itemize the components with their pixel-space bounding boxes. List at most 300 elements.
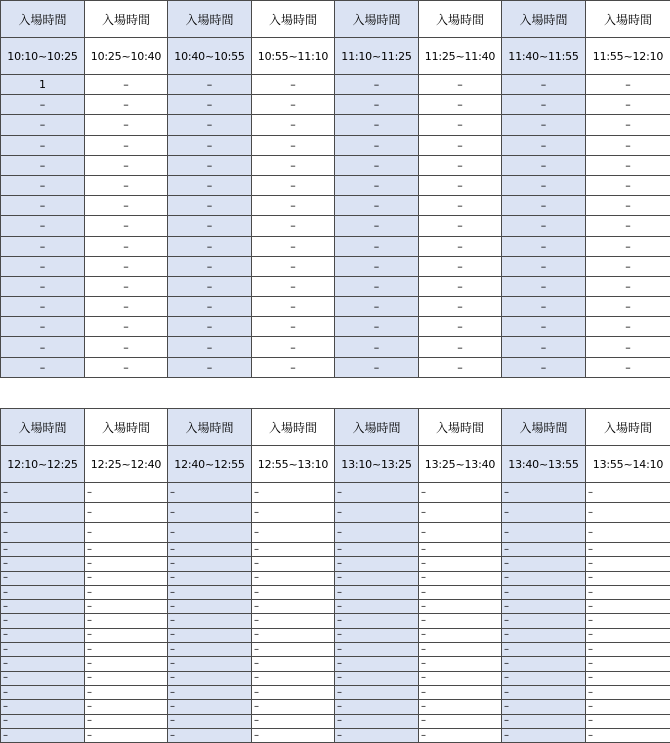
- table-cell: –: [335, 557, 419, 571]
- table-cell: –: [1, 728, 85, 742]
- table-cell: –: [419, 175, 502, 195]
- table-cell: –: [168, 543, 252, 557]
- table-cell: –: [85, 297, 168, 317]
- table-cell: –: [335, 571, 419, 585]
- table-cell: –: [419, 585, 502, 599]
- table-cell: –: [1, 523, 85, 543]
- table-row: [1, 155, 670, 175]
- table-cell: –: [1, 585, 85, 599]
- table-cell: –: [85, 95, 168, 115]
- table-cell: –: [586, 175, 670, 195]
- time-slot-cell: 13:55~14:10: [586, 446, 670, 483]
- table-cell: –: [586, 155, 670, 175]
- table-row: [1, 175, 670, 195]
- table-cell: –: [1, 155, 85, 175]
- table-cell: –: [586, 196, 670, 216]
- table-cell: –: [335, 236, 419, 256]
- table-cell: –: [252, 643, 335, 657]
- table-cell: –: [502, 700, 586, 714]
- table-cell: –: [335, 523, 419, 543]
- table-cell: –: [335, 175, 419, 195]
- table-cell: –: [85, 585, 168, 599]
- table-cell: –: [252, 95, 335, 115]
- table-cell: –: [168, 628, 252, 642]
- table-cell: –: [502, 483, 586, 503]
- table-cell: –: [419, 543, 502, 557]
- table-cell: –: [502, 643, 586, 657]
- table-cell: –: [85, 256, 168, 276]
- table-cell: –: [335, 671, 419, 685]
- table-cell: –: [168, 714, 252, 728]
- table-row: [1, 337, 670, 357]
- table-cell: –: [1, 700, 85, 714]
- table-cell: –: [168, 297, 252, 317]
- table-cell: –: [586, 671, 670, 685]
- table-cell: –: [502, 628, 586, 642]
- table-cell: –: [168, 95, 252, 115]
- table-cell: –: [586, 317, 670, 337]
- table-cell: –: [586, 276, 670, 296]
- table-cell: –: [419, 628, 502, 642]
- table-row: [1, 628, 670, 642]
- table-cell: –: [335, 297, 419, 317]
- table-cell: –: [252, 357, 335, 377]
- table-cell: –: [168, 276, 252, 296]
- table-row: [1, 483, 670, 503]
- table-cell: –: [1, 357, 85, 377]
- table-cell: –: [419, 685, 502, 699]
- time-slot-cell: 10:25~10:40: [85, 38, 168, 75]
- header-row: [1, 409, 670, 446]
- table-cell: –: [502, 728, 586, 742]
- table-cell: –: [335, 337, 419, 357]
- entry-time-header: 入場時間: [85, 1, 168, 38]
- table-cell: –: [85, 357, 168, 377]
- table-cell: –: [419, 75, 502, 95]
- table-cell: –: [419, 600, 502, 614]
- table-cell: –: [1, 337, 85, 357]
- table-cell: –: [502, 671, 586, 685]
- table-cell: –: [1, 614, 85, 628]
- table-cell: –: [1, 95, 85, 115]
- table-cell: –: [502, 256, 586, 276]
- table-cell: –: [1, 543, 85, 557]
- table-cell: –: [252, 503, 335, 523]
- table-cell: –: [502, 357, 586, 377]
- table-cell: –: [252, 155, 335, 175]
- table-cell: –: [335, 600, 419, 614]
- table-cell: –: [85, 216, 168, 236]
- table-cell: –: [168, 657, 252, 671]
- table-cell: –: [168, 728, 252, 742]
- table-cell: –: [168, 216, 252, 236]
- time-slot-cell: 11:10~11:25: [335, 38, 419, 75]
- time-slot-cell: 11:55~12:10: [586, 38, 670, 75]
- entry-time-header: 入場時間: [419, 409, 502, 446]
- table-cell: –: [502, 557, 586, 571]
- table-cell: –: [1, 557, 85, 571]
- table-cell: –: [586, 700, 670, 714]
- table-cell: –: [419, 95, 502, 115]
- table-cell: –: [168, 571, 252, 585]
- table-cell: –: [419, 700, 502, 714]
- table-cell: –: [419, 297, 502, 317]
- table-cell: –: [85, 276, 168, 296]
- table-cell: –: [1, 600, 85, 614]
- table-cell: –: [502, 276, 586, 296]
- table-cell: –: [419, 728, 502, 742]
- table-cell: –: [252, 585, 335, 599]
- table-cell: –: [335, 657, 419, 671]
- table-cell: –: [586, 236, 670, 256]
- table-cell: –: [502, 614, 586, 628]
- table-row: [1, 700, 670, 714]
- table-cell: –: [335, 317, 419, 337]
- table-cell: –: [502, 503, 586, 523]
- entry-time-header: 入場時間: [168, 1, 252, 38]
- table-cell: –: [252, 337, 335, 357]
- table-cell: –: [335, 155, 419, 175]
- table-cell: –: [502, 115, 586, 135]
- table-cell: –: [335, 357, 419, 377]
- table-cell: –: [85, 175, 168, 195]
- table-cell: –: [419, 557, 502, 571]
- table-cell: –: [1, 571, 85, 585]
- table-cell: –: [1, 628, 85, 642]
- table-cell: –: [335, 483, 419, 503]
- table-cell: –: [335, 543, 419, 557]
- table-cell: –: [335, 728, 419, 742]
- table-row: [1, 728, 670, 742]
- table-cell: –: [168, 585, 252, 599]
- table-cell: –: [586, 256, 670, 276]
- table-cell: –: [419, 671, 502, 685]
- table-cell: –: [502, 135, 586, 155]
- table-cell: –: [335, 614, 419, 628]
- schedule-table-afternoon: [0, 408, 670, 743]
- table-cell: –: [586, 728, 670, 742]
- table-cell: –: [502, 236, 586, 256]
- time-slot-cell: 11:40~11:55: [502, 38, 586, 75]
- table-row: [1, 95, 670, 115]
- table-cell: –: [252, 671, 335, 685]
- entry-time-header: 入場時間: [586, 409, 670, 446]
- table-row: [1, 357, 670, 377]
- table-cell: –: [502, 685, 586, 699]
- table-cell: –: [85, 236, 168, 256]
- table-cell: –: [85, 337, 168, 357]
- table-cell: –: [252, 216, 335, 236]
- table-cell: –: [419, 657, 502, 671]
- table-cell: –: [85, 728, 168, 742]
- table-cell: –: [586, 643, 670, 657]
- table-cell: –: [1, 175, 85, 195]
- table-cell: –: [85, 196, 168, 216]
- table-cell: –: [252, 297, 335, 317]
- entry-time-header: 入場時間: [252, 409, 335, 446]
- table-cell: –: [419, 357, 502, 377]
- table-cell: –: [419, 317, 502, 337]
- table-cell: –: [85, 317, 168, 337]
- table-cell: –: [85, 700, 168, 714]
- table-cell: –: [335, 685, 419, 699]
- table-cell: –: [586, 714, 670, 728]
- table-cell: –: [335, 216, 419, 236]
- table-cell: –: [419, 714, 502, 728]
- table-cell: –: [252, 557, 335, 571]
- time-slot-cell: 12:55~13:10: [252, 446, 335, 483]
- table-cell: –: [252, 700, 335, 714]
- table-cell: –: [85, 483, 168, 503]
- table-cell: –: [1, 196, 85, 216]
- table-cell: –: [586, 115, 670, 135]
- table-cell: –: [419, 614, 502, 628]
- time-slot-cell: 13:10~13:25: [335, 446, 419, 483]
- table-cell: –: [419, 337, 502, 357]
- table-cell: –: [85, 600, 168, 614]
- table-cell: –: [168, 600, 252, 614]
- table-cell: –: [586, 685, 670, 699]
- table-row: [1, 614, 670, 628]
- table-row: [1, 523, 670, 543]
- table-cell: –: [586, 600, 670, 614]
- table-cell: –: [252, 657, 335, 671]
- table-cell: –: [252, 236, 335, 256]
- time-slot-cell: 13:40~13:55: [502, 446, 586, 483]
- table-cell: –: [419, 523, 502, 543]
- table-row: [1, 503, 670, 523]
- time-slot-cell: 11:25~11:40: [419, 38, 502, 75]
- table-cell: –: [586, 483, 670, 503]
- table-cell: –: [252, 728, 335, 742]
- table-cell: –: [335, 503, 419, 523]
- table-cell: –: [419, 256, 502, 276]
- table-row: [1, 216, 670, 236]
- table-cell: –: [335, 95, 419, 115]
- table-cell: –: [85, 628, 168, 642]
- table-row: [1, 317, 670, 337]
- header-row: [1, 1, 670, 38]
- time-slot-cell: 10:40~10:55: [168, 38, 252, 75]
- table-row: [1, 714, 670, 728]
- table-cell: –: [1, 483, 85, 503]
- table-cell: –: [335, 196, 419, 216]
- table-cell: –: [335, 135, 419, 155]
- table-cell: –: [168, 75, 252, 95]
- time-slot-cell: 10:10~10:25: [1, 38, 85, 75]
- table-cell: –: [168, 256, 252, 276]
- table-cell: –: [335, 585, 419, 599]
- table-cell: –: [252, 543, 335, 557]
- table-cell: –: [168, 700, 252, 714]
- table-cell: –: [168, 557, 252, 571]
- table-row: [1, 297, 670, 317]
- table-cell: –: [85, 571, 168, 585]
- table-cell: –: [252, 714, 335, 728]
- entry-time-header: 入場時間: [1, 1, 85, 38]
- table-cell: –: [1, 643, 85, 657]
- table-cell: –: [419, 196, 502, 216]
- table-cell: –: [168, 671, 252, 685]
- table-cell: –: [252, 276, 335, 296]
- table-cell: –: [586, 543, 670, 557]
- table-cell: –: [586, 297, 670, 317]
- table-cell: –: [586, 135, 670, 155]
- table-row: [1, 196, 670, 216]
- table-cell: –: [85, 503, 168, 523]
- table-cell: –: [168, 155, 252, 175]
- table-cell: –: [1, 657, 85, 671]
- table-cell: –: [168, 196, 252, 216]
- table-cell: –: [502, 155, 586, 175]
- table-cell: –: [168, 175, 252, 195]
- table-cell: –: [1, 276, 85, 296]
- table-cell: –: [85, 543, 168, 557]
- table-cell: –: [1, 503, 85, 523]
- entry-time-header: 入場時間: [502, 409, 586, 446]
- table-cell: –: [85, 115, 168, 135]
- table-cell: –: [85, 75, 168, 95]
- table-cell: –: [85, 643, 168, 657]
- table-cell: –: [252, 256, 335, 276]
- table-cell: –: [335, 256, 419, 276]
- table-cell: –: [502, 571, 586, 585]
- table-cell: –: [252, 628, 335, 642]
- table-cell: –: [586, 95, 670, 115]
- entry-time-header: 入場時間: [586, 1, 670, 38]
- table-cell: –: [168, 614, 252, 628]
- table-cell: –: [502, 657, 586, 671]
- table-cell: –: [252, 196, 335, 216]
- table-row: [1, 585, 670, 599]
- table-cell: –: [85, 557, 168, 571]
- table-cell: –: [335, 643, 419, 657]
- entry-time-header: 入場時間: [85, 409, 168, 446]
- table-row: [1, 75, 670, 95]
- entry-time-header: 入場時間: [168, 409, 252, 446]
- table-cell: –: [1, 317, 85, 337]
- table-row: [1, 557, 670, 571]
- table-cell: –: [586, 75, 670, 95]
- table-cell: –: [335, 115, 419, 135]
- table-cell: –: [85, 135, 168, 155]
- table-cell: –: [586, 357, 670, 377]
- table-row: [1, 657, 670, 671]
- table-cell: –: [419, 236, 502, 256]
- time-slot-cell: 13:25~13:40: [419, 446, 502, 483]
- table-cell: –: [252, 614, 335, 628]
- table-cell: –: [419, 155, 502, 175]
- table-cell: –: [502, 216, 586, 236]
- table-cell: –: [335, 628, 419, 642]
- table-cell: –: [252, 75, 335, 95]
- table-cell: –: [252, 115, 335, 135]
- table-cell: –: [1, 685, 85, 699]
- table-cell: –: [252, 571, 335, 585]
- table-cell: –: [168, 503, 252, 523]
- table-row: [1, 600, 670, 614]
- table-cell: –: [168, 643, 252, 657]
- table-cell: –: [335, 700, 419, 714]
- table-cell: –: [419, 503, 502, 523]
- table-cell: –: [168, 483, 252, 503]
- table-cell: –: [252, 523, 335, 543]
- table-cell: –: [419, 115, 502, 135]
- table-cell: –: [502, 585, 586, 599]
- table-cell: –: [586, 571, 670, 585]
- entry-time-header: 入場時間: [335, 1, 419, 38]
- table-cell: –: [502, 337, 586, 357]
- table-row: [1, 643, 670, 657]
- table-gap: [0, 390, 670, 408]
- table-cell: –: [502, 95, 586, 115]
- table-cell: –: [168, 357, 252, 377]
- table-cell: –: [502, 196, 586, 216]
- table-cell: –: [168, 115, 252, 135]
- table-cell: –: [502, 75, 586, 95]
- table-cell: –: [1, 115, 85, 135]
- table-cell: –: [502, 317, 586, 337]
- table-cell: –: [419, 276, 502, 296]
- table-row: [1, 543, 670, 557]
- table-row: [1, 115, 670, 135]
- table-row: [1, 236, 670, 256]
- table-cell: –: [1, 256, 85, 276]
- table-cell: –: [586, 614, 670, 628]
- table-cell: –: [1, 236, 85, 256]
- time-slot-cell: 12:25~12:40: [85, 446, 168, 483]
- table-cell: –: [168, 523, 252, 543]
- table-cell: –: [335, 714, 419, 728]
- table-cell: –: [252, 317, 335, 337]
- table-cell: –: [168, 236, 252, 256]
- entry-time-header: 入場時間: [1, 409, 85, 446]
- table-cell: –: [1, 297, 85, 317]
- table-cell: –: [419, 571, 502, 585]
- table-cell: –: [419, 643, 502, 657]
- table-cell: –: [85, 523, 168, 543]
- table-row: [1, 135, 670, 155]
- time-slot-row: [1, 38, 670, 75]
- table-cell: –: [586, 337, 670, 357]
- table-cell: –: [1, 135, 85, 155]
- time-slot-cell: 12:10~12:25: [1, 446, 85, 483]
- table-cell: –: [586, 557, 670, 571]
- table-cell: –: [252, 175, 335, 195]
- table-cell: –: [335, 276, 419, 296]
- table-cell: –: [419, 216, 502, 236]
- table-cell: –: [586, 657, 670, 671]
- table-cell: –: [252, 483, 335, 503]
- table-cell: –: [502, 600, 586, 614]
- table-cell: –: [586, 216, 670, 236]
- table-cell: –: [252, 600, 335, 614]
- table-cell: –: [168, 317, 252, 337]
- table-cell: –: [85, 657, 168, 671]
- table-cell: –: [252, 135, 335, 155]
- time-slot-cell: 10:55~11:10: [252, 38, 335, 75]
- table-cell: –: [252, 685, 335, 699]
- table-cell: –: [502, 523, 586, 543]
- entry-time-header: 入場時間: [502, 1, 586, 38]
- table-row: [1, 276, 670, 296]
- table-cell: –: [502, 714, 586, 728]
- table-cell: –: [85, 685, 168, 699]
- time-slot-cell: 12:40~12:55: [168, 446, 252, 483]
- table-cell: –: [586, 628, 670, 642]
- table-row: [1, 256, 670, 276]
- table-cell: –: [168, 337, 252, 357]
